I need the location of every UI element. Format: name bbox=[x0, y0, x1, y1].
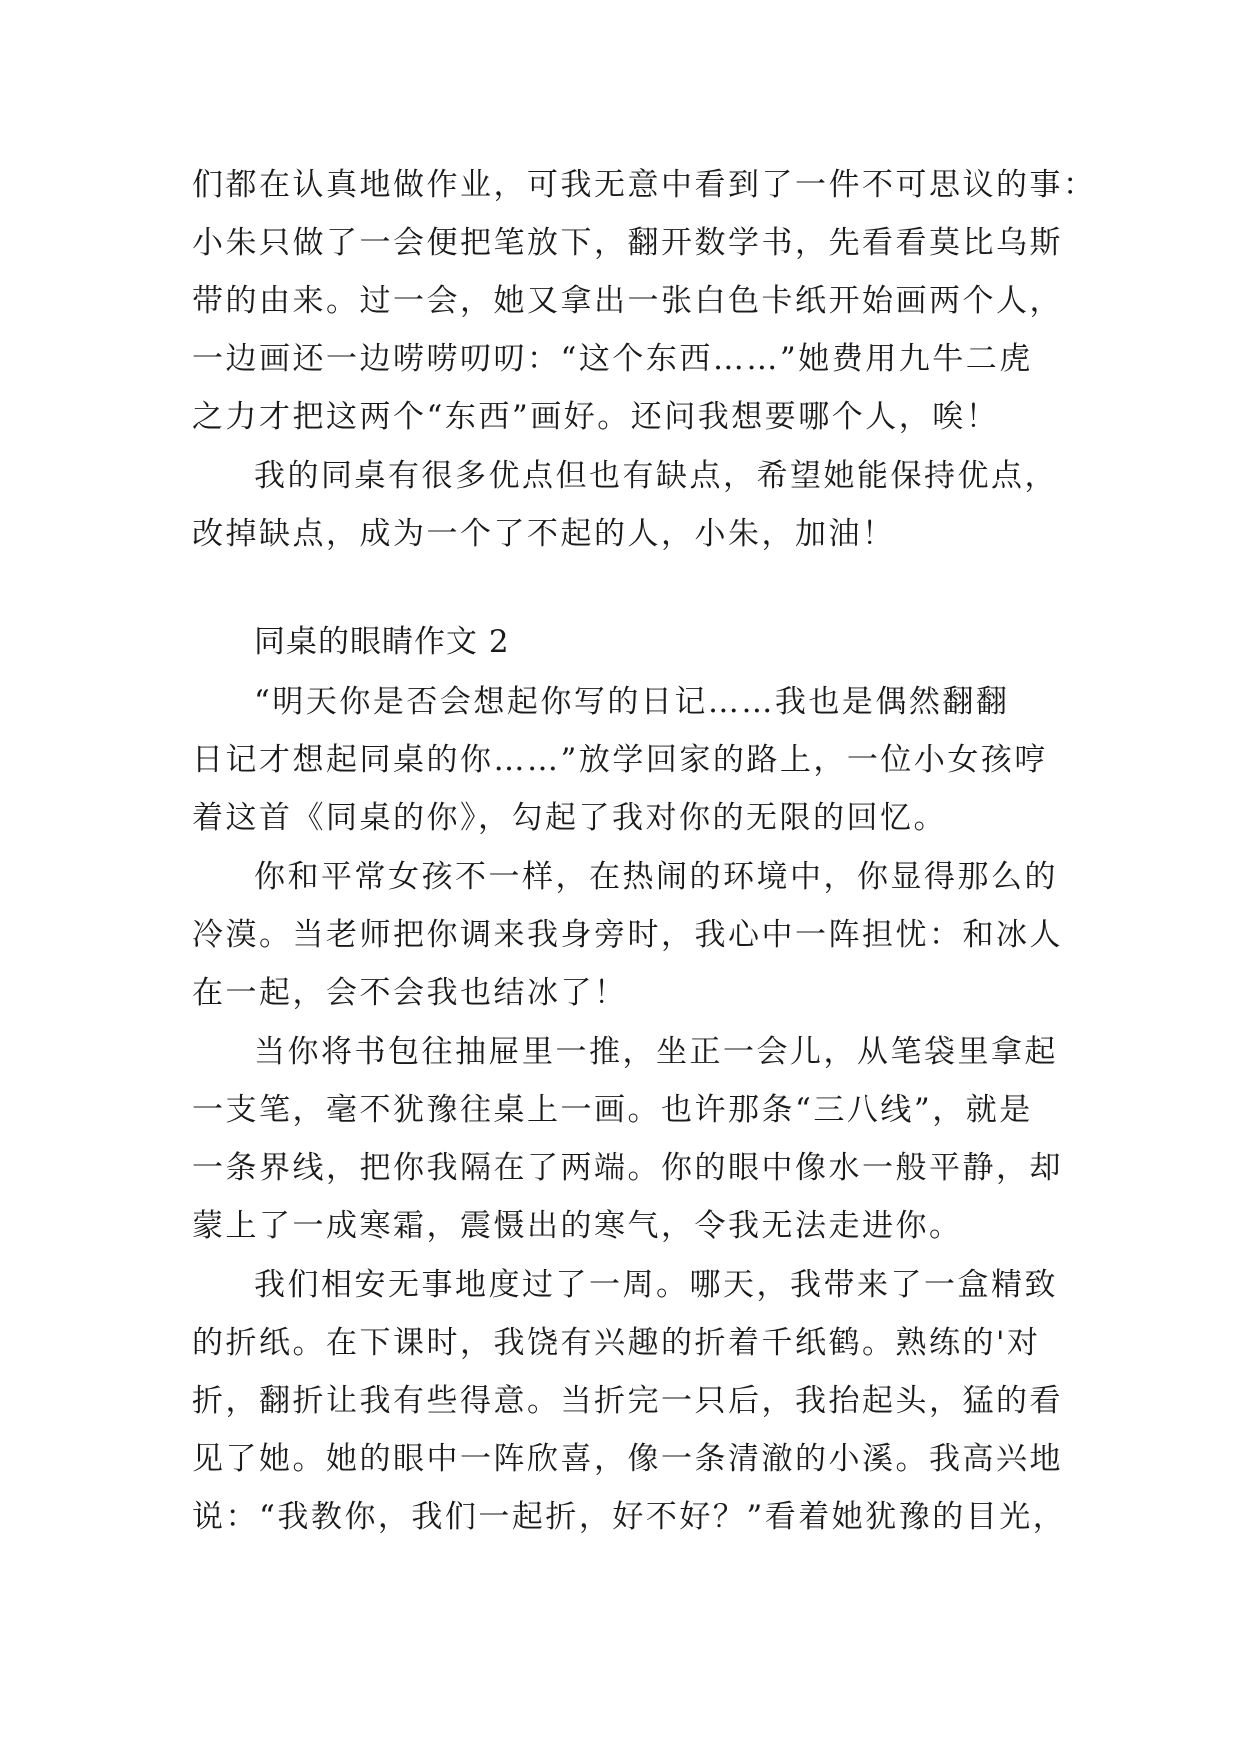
paragraph-line: 一边画还一边唠唠叨叨：“这个东西……”她费用九牛二虎 bbox=[192, 341, 1033, 377]
paragraph-line: 折，翻折让我有些得意。当折完一只后，我抬起头，猛的看 bbox=[192, 1383, 1063, 1419]
paragraph-line: 一支笔，毫不犹豫往桌上一画。也许那条“三八线”，就是 bbox=[192, 1092, 1033, 1128]
paragraph-line: 小朱只做了一会便把笔放下，翻开数学书，先看看莫比乌斯 bbox=[192, 225, 1063, 261]
paragraph-line: 改掉缺点，成为一个了不起的人，小朱，加油！ bbox=[192, 516, 896, 552]
paragraph-line: 带的由来。过一会，她又拿出一张白色卡纸开始画两个人， bbox=[192, 283, 1063, 319]
paragraph-line: 见了她。她的眼中一阵欣喜，像一条清澈的小溪。我高兴地 bbox=[192, 1441, 1063, 1477]
paragraph-line: 着这首《同桌的你》，勾起了我对你的无限的回忆。 bbox=[192, 800, 947, 836]
paragraph-line: “明天你是否会想起你写的日记……我也是偶然翻翻 bbox=[254, 684, 1010, 720]
paragraph-line: 们都在认真地做作业，可我无意中看到了一件不可思议的事： bbox=[192, 167, 1097, 203]
paragraph-line: 在一起，会不会我也结冰了！ bbox=[192, 975, 628, 1011]
paragraph-line: 之力才把这两个“东西”画好。还问我想要哪个人，唉！ bbox=[192, 399, 1000, 435]
paragraph-line: 你和平常女孩不一样，在热闹的环境中，你显得那么的 bbox=[254, 859, 1058, 895]
paragraph-line: 冷漠。当老师把你调来我身旁时，我心中一阵担忧：和冰人 bbox=[192, 917, 1063, 953]
paragraph-line: 一条界线，把你我隔在了两端。你的眼中像水一般平静，却 bbox=[192, 1150, 1063, 1186]
paragraph-line: 蒙上了一成寒霜，震慑出的寒气，令我无法走进你。 bbox=[192, 1208, 963, 1244]
section-title: 同桌的眼睛作文 2 bbox=[254, 624, 510, 660]
paragraph-line: 说：“我教你，我们一起折，好不好？”看着她犹豫的目光， bbox=[192, 1499, 1067, 1535]
paragraph-line: 日记才想起同桌的你……”放学回家的路上，一位小女孩哼 bbox=[192, 742, 1048, 778]
paragraph-line: 的折纸。在下课时，我饶有兴趣的折着千纸鹤。熟练的'对 bbox=[192, 1325, 1041, 1361]
paragraph-line: 我们相安无事地度过了一周。哪天，我带来了一盒精致 bbox=[254, 1267, 1058, 1303]
paragraph-line: 当你将书包往抽屉里一推，坐正一会儿，从笔袋里拿起 bbox=[254, 1034, 1058, 1070]
paragraph-line: 我的同桌有很多优点但也有缺点，希望她能保持优点， bbox=[254, 458, 1058, 494]
